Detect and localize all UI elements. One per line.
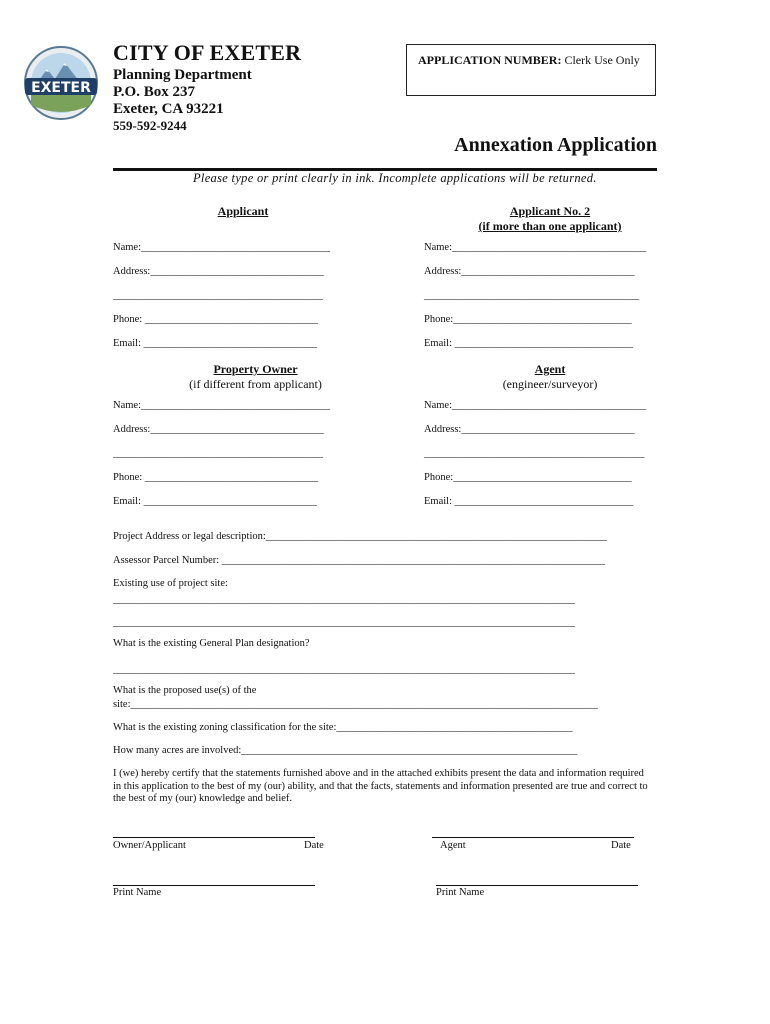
owner-address2-field[interactable]: ________________________________________ xyxy=(113,448,323,459)
agent-heading xyxy=(420,362,680,392)
owner-date-label: Date xyxy=(304,840,324,851)
owner-print-name-label: Print Name xyxy=(113,887,162,898)
project-address-field[interactable]: Project Address or legal description:_________________________________________________________________ xyxy=(113,531,608,542)
general-plan-line[interactable]: ________________________________________________________________________________________ xyxy=(113,664,575,675)
owner-phone-field[interactable]: Phone: _________________________________ xyxy=(113,472,319,483)
owner-name-field[interactable]: Name:____________________________________ xyxy=(113,400,330,411)
agent-signature-line[interactable] xyxy=(432,837,634,838)
zoning-field[interactable]: What is the existing zoning classification for the site:_____________________________________________ xyxy=(113,722,573,733)
form-title: Annexation Application xyxy=(454,134,657,156)
agent-phone-field[interactable]: Phone:__________________________________ xyxy=(424,472,632,483)
application-number-box xyxy=(406,44,656,96)
owner-applicant-label: Owner/Applicant xyxy=(113,840,186,851)
agent-subheading: (engineer/surveyor) xyxy=(502,377,598,391)
application-number-label: APPLICATION NUMBER: xyxy=(418,53,562,67)
agent-heading-text: Agent xyxy=(534,362,566,376)
existing-use-line-2[interactable]: ________________________________________________________________________________________ xyxy=(113,617,575,628)
applicant2-address2-field[interactable]: _________________________________________ xyxy=(424,290,640,301)
applicant-phone-field[interactable]: Phone: _________________________________ xyxy=(113,314,319,325)
logo-text: EXETER xyxy=(31,80,91,96)
acres-field[interactable]: How many acres are involved:________________________________________________________________ xyxy=(113,745,578,756)
proposed-use-field[interactable]: site:_________________________________________________________________________________________ xyxy=(113,699,598,710)
applicant2-name-field[interactable]: Name:_____________________________________ xyxy=(424,242,647,253)
agent-name-field[interactable]: Name:_____________________________________ xyxy=(424,400,647,411)
agent-print-name-line[interactable] xyxy=(436,885,638,886)
owner-subheading: (if different from applicant) xyxy=(189,377,322,391)
owner-address-field[interactable]: Address:_________________________________ xyxy=(113,424,324,435)
applicant2-subheading: (if more than one applicant) xyxy=(478,219,622,233)
department: Planning Department xyxy=(113,67,252,83)
city-name: CITY OF EXETER xyxy=(113,40,302,65)
po-box: P.O. Box 237 xyxy=(113,84,195,100)
general-plan-label: What is the existing General Plan designation? xyxy=(113,638,310,649)
agent-label: Agent xyxy=(440,840,466,851)
agent-address2-field[interactable]: __________________________________________ xyxy=(424,448,645,459)
owner-signature-line[interactable] xyxy=(113,837,315,838)
owner-print-name-line[interactable] xyxy=(113,885,315,886)
applicant-heading-text: Applicant xyxy=(217,204,269,218)
applicant-email-field[interactable]: Email: _________________________________ xyxy=(113,338,317,349)
applicant2-email-field[interactable]: Email: __________________________________ xyxy=(424,338,634,349)
instructions: Please type or print clearly in ink. Incomplete applications will be returned. xyxy=(193,171,597,185)
owner-heading-text: Property Owner xyxy=(213,362,298,376)
applicant-address-field[interactable]: Address:_________________________________ xyxy=(113,266,324,277)
assessor-parcel-number-field[interactable]: Assessor Parcel Number: _________________________________________________________________________ xyxy=(113,555,606,566)
existing-use-label: Existing use of project site: xyxy=(113,578,228,589)
phone-number: 559-592-9244 xyxy=(113,118,187,133)
city-seal-logo xyxy=(23,45,99,121)
owner-email-field[interactable]: Email: _________________________________ xyxy=(113,496,317,507)
proposed-use-label: What is the proposed use(s) of the xyxy=(113,685,257,696)
agent-print-name-label: Print Name xyxy=(436,887,485,898)
applicant-heading xyxy=(113,204,373,219)
applicant2-heading-text: Applicant No. 2 xyxy=(509,204,591,218)
applicant-address2-field[interactable]: ________________________________________ xyxy=(113,290,323,301)
application-number-value: Clerk Use Only xyxy=(564,53,640,67)
city-state-zip: Exeter, CA 93221 xyxy=(113,101,224,117)
certification-statement: I (we) hereby certify that the statements furnished above and in the attached exhibits present the data and information required in this application to the best of my (our) ability, and that the facts, statements and information presented are true and correct to the best of my (our) knowledge and belief. xyxy=(113,768,648,804)
applicant2-phone-field[interactable]: Phone:__________________________________ xyxy=(424,314,632,325)
applicant-name-field[interactable]: Name:____________________________________ xyxy=(113,242,330,253)
agent-date-label: Date xyxy=(611,840,631,851)
applicant2-address-field[interactable]: Address:_________________________________ xyxy=(424,266,635,277)
owner-heading xyxy=(113,362,398,392)
existing-use-line-1[interactable]: ________________________________________________________________________________________ xyxy=(113,594,575,605)
agent-email-field[interactable]: Email: __________________________________ xyxy=(424,496,634,507)
agent-address-field[interactable]: Address:_________________________________ xyxy=(424,424,635,435)
applicant2-heading xyxy=(420,204,680,234)
